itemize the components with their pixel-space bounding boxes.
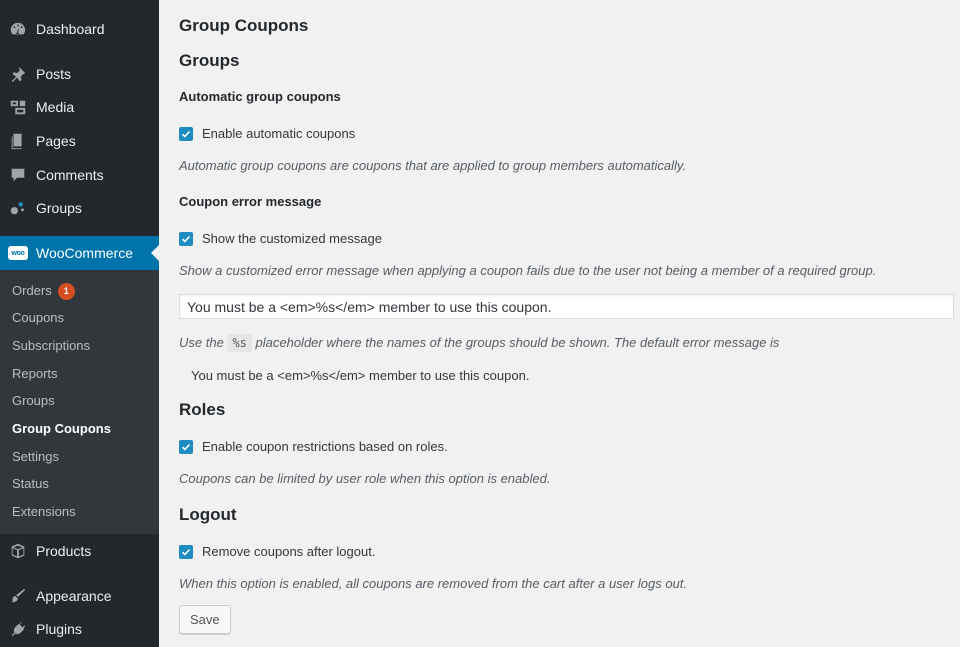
error-message-heading: Coupon error message <box>179 194 322 209</box>
submenu-item-groups[interactable]: Groups <box>12 393 55 408</box>
menu-label: Media <box>36 99 75 115</box>
error-message-checkbox[interactable] <box>179 232 193 246</box>
pages-icon <box>8 131 28 151</box>
auto-coupons-description: Automatic group coupons are coupons that are applied to group members automatically. <box>179 158 687 173</box>
woocommerce-submenu <box>0 270 159 534</box>
menu-label: Products <box>36 543 92 559</box>
pin-icon <box>8 64 28 84</box>
roles-option <box>179 439 448 454</box>
save-button[interactable]: Save <box>179 605 231 634</box>
submenu-item-coupons[interactable]: Coupons <box>12 310 65 325</box>
menu-item-appearance[interactable] <box>0 579 159 613</box>
logout-label[interactable]: Remove coupons after logout. <box>202 544 376 559</box>
menu-item-pages[interactable] <box>0 124 159 158</box>
groups-heading: Groups <box>179 51 240 70</box>
media-icon <box>8 97 28 117</box>
brush-icon <box>8 586 28 606</box>
menu-item-media[interactable] <box>0 90 159 124</box>
submenu-item-group-coupons[interactable]: Group Coupons <box>12 421 111 436</box>
roles-description: Coupons can be limited by user role when this option is enabled. <box>179 471 551 486</box>
submenu-item-status[interactable]: Status <box>12 476 49 491</box>
menu-item-groups[interactable] <box>0 191 159 225</box>
groups-icon <box>8 198 28 218</box>
placeholder-description: Use the %s placeholder where the names of the groups should be shown. The default error message is <box>179 335 780 350</box>
menu-item-posts[interactable] <box>0 57 159 91</box>
dashboard-icon <box>8 19 28 39</box>
submenu-item-orders[interactable]: Orders 1 <box>12 281 75 301</box>
page-title: Group Coupons <box>179 16 309 35</box>
submenu-item-extensions[interactable]: Extensions <box>12 504 76 519</box>
error-message-option <box>179 231 382 246</box>
admin-sidebar <box>0 0 159 647</box>
woocommerce-icon: woo <box>8 243 28 263</box>
logout-description: When this option is enabled, all coupons are removed from the cart after a user logs out. <box>179 576 687 591</box>
submenu-item-reports[interactable]: Reports <box>12 366 58 381</box>
submenu-item-subscriptions[interactable]: Subscriptions <box>12 338 91 353</box>
submenu-item-settings[interactable]: Settings <box>12 449 59 464</box>
auto-coupons-option <box>179 126 355 141</box>
comment-icon <box>8 165 28 185</box>
auto-coupons-label[interactable]: Enable automatic coupons <box>202 126 356 141</box>
roles-heading: Roles <box>179 400 226 419</box>
menu-item-products[interactable] <box>0 534 159 568</box>
menu-item-dashboard[interactable] <box>0 12 159 46</box>
menu-label: WooCommerce <box>36 245 133 261</box>
menu-label: Plugins <box>36 621 82 637</box>
error-message-input[interactable] <box>179 294 954 319</box>
menu-label: Dashboard <box>36 21 105 37</box>
logout-option <box>179 544 375 559</box>
menu-item-comments[interactable] <box>0 158 159 192</box>
menu-label: Posts <box>36 66 72 82</box>
error-message-label[interactable]: Show the customized message <box>202 231 382 246</box>
logout-checkbox[interactable] <box>179 545 193 559</box>
menu-item-woocommerce[interactable] <box>0 236 159 270</box>
plug-icon <box>8 619 28 639</box>
box-icon <box>8 541 28 561</box>
menu-label: Appearance <box>36 588 112 604</box>
error-message-description: Show a customized error message when applying a coupon fails due to the user not being a member of a required group. <box>179 263 877 278</box>
default-error-message: You must be a <em>%s</em> member to use this coupon. <box>191 368 530 383</box>
roles-checkbox[interactable] <box>179 440 193 454</box>
menu-label: Comments <box>36 167 104 183</box>
orders-count-badge: 1 <box>58 283 75 300</box>
menu-label: Groups <box>36 200 82 216</box>
logout-heading: Logout <box>179 505 237 524</box>
roles-label[interactable]: Enable coupon restrictions based on roles. <box>202 439 448 454</box>
auto-coupons-checkbox[interactable] <box>179 127 193 141</box>
menu-label: Pages <box>36 133 76 149</box>
menu-item-plugins[interactable] <box>0 612 159 646</box>
auto-coupons-heading: Automatic group coupons <box>179 89 341 104</box>
placeholder-code: %s <box>227 334 251 352</box>
